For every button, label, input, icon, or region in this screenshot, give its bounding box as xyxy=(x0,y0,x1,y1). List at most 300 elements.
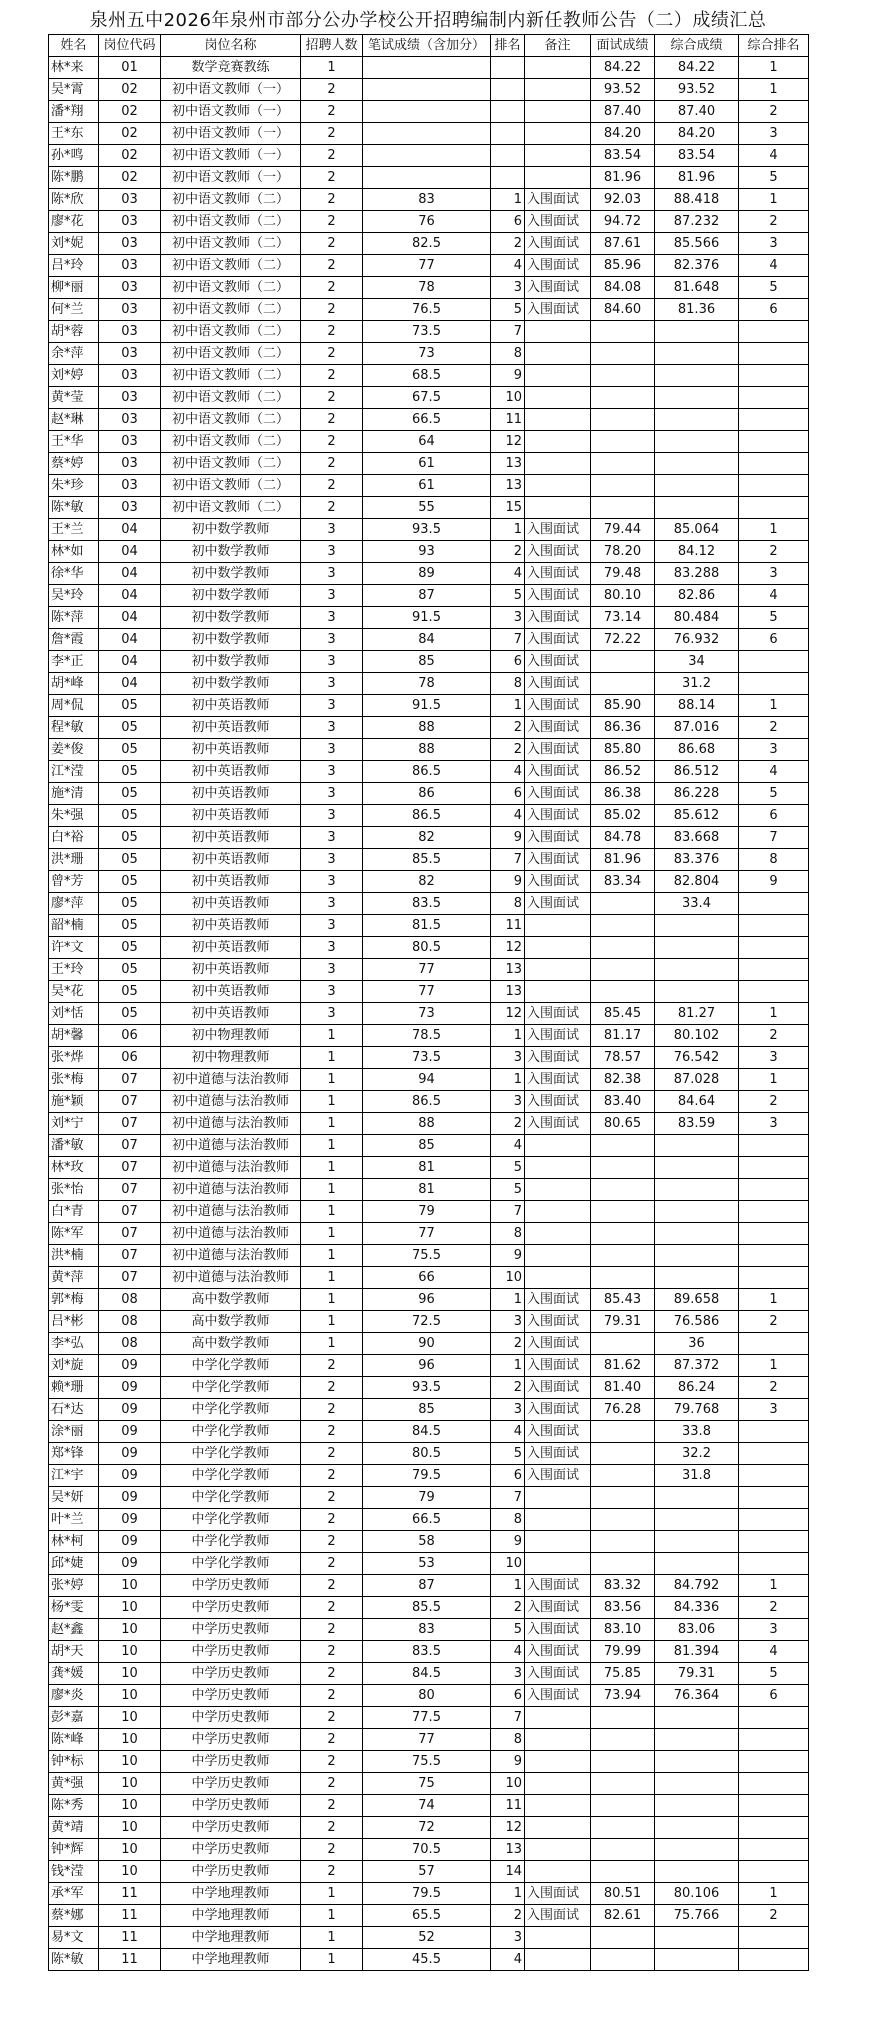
total-score-cell xyxy=(655,1201,739,1223)
position-name-cell: 初中英语教师 xyxy=(161,937,301,959)
recruit-count-cell: 1 xyxy=(301,1267,363,1289)
position-code-cell: 07 xyxy=(99,1223,161,1245)
header-row xyxy=(49,35,809,57)
recruit-count-cell: 1 xyxy=(301,1311,363,1333)
name-cell: 潘*翔 xyxy=(49,101,99,123)
rank-cell: 1 xyxy=(491,1069,525,1091)
rank-cell: 9 xyxy=(491,1751,525,1773)
rank-cell: 8 xyxy=(491,1509,525,1531)
score-table xyxy=(48,34,809,1971)
total-rank-cell: 4 xyxy=(739,255,809,277)
total-rank-cell: 3 xyxy=(739,233,809,255)
rank-cell: 7 xyxy=(491,1201,525,1223)
written-score-cell: 55 xyxy=(363,497,491,519)
rank-cell: 12 xyxy=(491,937,525,959)
total-score-cell: 83.59 xyxy=(655,1113,739,1135)
recruit-count-cell: 2 xyxy=(301,101,363,123)
written-score-cell: 66.5 xyxy=(363,1509,491,1531)
total-score-cell xyxy=(655,453,739,475)
total-rank-cell: 1 xyxy=(739,519,809,541)
table-body xyxy=(49,57,809,1971)
total-rank-cell xyxy=(739,1157,809,1179)
remark-cell xyxy=(525,365,591,387)
position-code-cell: 03 xyxy=(99,255,161,277)
position-code-cell: 11 xyxy=(99,1927,161,1949)
rank-cell: 1 xyxy=(491,1289,525,1311)
total-score-cell: 84.12 xyxy=(655,541,739,563)
remark-cell xyxy=(525,431,591,453)
remark-cell: 入围面试 xyxy=(525,871,591,893)
remark-cell xyxy=(525,1553,591,1575)
position-name-cell: 初中语文教师（二） xyxy=(161,387,301,409)
remark-cell: 入围面试 xyxy=(525,1069,591,1091)
recruit-count-cell: 2 xyxy=(301,79,363,101)
interview-score-cell xyxy=(591,1179,655,1201)
position-code-cell: 07 xyxy=(99,1267,161,1289)
header-total-score: 综合成绩 xyxy=(655,35,739,57)
name-cell: 赵*鑫 xyxy=(49,1619,99,1641)
written-score-cell: 77 xyxy=(363,1729,491,1751)
position-code-cell: 03 xyxy=(99,431,161,453)
total-score-cell: 83.668 xyxy=(655,827,739,849)
total-rank-cell: 1 xyxy=(739,1883,809,1905)
name-cell: 赵*琳 xyxy=(49,409,99,431)
rank-cell: 1 xyxy=(491,1025,525,1047)
recruit-count-cell: 2 xyxy=(301,1773,363,1795)
total-score-cell: 81.648 xyxy=(655,277,739,299)
position-name-cell: 初中数学教师 xyxy=(161,563,301,585)
remark-cell: 入围面试 xyxy=(525,585,591,607)
table-row xyxy=(49,145,809,167)
total-score-cell xyxy=(655,1949,739,1971)
total-score-cell: 34 xyxy=(655,651,739,673)
total-score-cell: 76.364 xyxy=(655,1685,739,1707)
total-rank-cell xyxy=(739,1817,809,1839)
header-remark: 备注 xyxy=(525,35,591,57)
recruit-count-cell: 2 xyxy=(301,277,363,299)
remark-cell xyxy=(525,1179,591,1201)
recruit-count-cell: 2 xyxy=(301,255,363,277)
recruit-count-cell: 2 xyxy=(301,1795,363,1817)
total-rank-cell: 6 xyxy=(739,1685,809,1707)
total-score-cell: 84.792 xyxy=(655,1575,739,1597)
rank-cell: 3 xyxy=(491,1927,525,1949)
total-score-cell: 76.932 xyxy=(655,629,739,651)
total-rank-cell: 3 xyxy=(739,563,809,585)
rank-cell: 7 xyxy=(491,321,525,343)
name-cell: 施*清 xyxy=(49,783,99,805)
table-row xyxy=(49,1707,809,1729)
remark-cell: 入围面试 xyxy=(525,541,591,563)
total-rank-cell xyxy=(739,321,809,343)
table-row xyxy=(49,343,809,365)
position-name-cell: 高中数学教师 xyxy=(161,1289,301,1311)
position-code-cell: 08 xyxy=(99,1333,161,1355)
position-name-cell: 中学历史教师 xyxy=(161,1839,301,1861)
remark-cell xyxy=(525,1245,591,1267)
name-cell: 王*华 xyxy=(49,431,99,453)
total-score-cell: 75.766 xyxy=(655,1905,739,1927)
position-name-cell: 中学地理教师 xyxy=(161,1949,301,1971)
remark-cell: 入围面试 xyxy=(525,1465,591,1487)
written-score-cell: 91.5 xyxy=(363,695,491,717)
total-rank-cell xyxy=(739,475,809,497)
recruit-count-cell: 3 xyxy=(301,563,363,585)
rank-cell: 13 xyxy=(491,1839,525,1861)
total-rank-cell xyxy=(739,937,809,959)
remark-cell: 入围面试 xyxy=(525,211,591,233)
recruit-count-cell: 2 xyxy=(301,167,363,189)
total-rank-cell: 7 xyxy=(739,827,809,849)
remark-cell: 入围面试 xyxy=(525,739,591,761)
written-score-cell: 58 xyxy=(363,1531,491,1553)
position-code-cell: 04 xyxy=(99,563,161,585)
name-cell: 邱*婕 xyxy=(49,1553,99,1575)
remark-cell: 入围面试 xyxy=(525,1047,591,1069)
name-cell: 胡*馨 xyxy=(49,1025,99,1047)
total-rank-cell xyxy=(739,343,809,365)
table-row xyxy=(49,321,809,343)
name-cell: 蔡*娜 xyxy=(49,1905,99,1927)
remark-cell: 入围面试 xyxy=(525,299,591,321)
position-name-cell: 初中语文教师（二） xyxy=(161,409,301,431)
table-row xyxy=(49,79,809,101)
interview-score-cell: 83.54 xyxy=(591,145,655,167)
name-cell: 郭*梅 xyxy=(49,1289,99,1311)
position-name-cell: 初中英语教师 xyxy=(161,783,301,805)
name-cell: 林*如 xyxy=(49,541,99,563)
name-cell: 林*来 xyxy=(49,57,99,79)
interview-score-cell: 76.28 xyxy=(591,1399,655,1421)
name-cell: 朱*强 xyxy=(49,805,99,827)
remark-cell: 入围面试 xyxy=(525,1421,591,1443)
total-rank-cell xyxy=(739,1421,809,1443)
interview-score-cell xyxy=(591,1135,655,1157)
position-name-cell: 初中英语教师 xyxy=(161,915,301,937)
total-rank-cell xyxy=(739,1443,809,1465)
remark-cell: 入围面试 xyxy=(525,1641,591,1663)
table-row xyxy=(49,1641,809,1663)
rank-cell: 1 xyxy=(491,1883,525,1905)
rank-cell: 3 xyxy=(491,1047,525,1069)
recruit-count-cell: 2 xyxy=(301,1443,363,1465)
remark-cell xyxy=(525,145,591,167)
written-score-cell: 61 xyxy=(363,453,491,475)
total-rank-cell: 4 xyxy=(739,145,809,167)
remark-cell: 入围面试 xyxy=(525,827,591,849)
recruit-count-cell: 3 xyxy=(301,893,363,915)
interview-score-cell xyxy=(591,1795,655,1817)
position-name-cell: 初中语文教师（二） xyxy=(161,321,301,343)
rank-cell: 4 xyxy=(491,563,525,585)
name-cell: 王*兰 xyxy=(49,519,99,541)
rank-cell: 12 xyxy=(491,431,525,453)
rank-cell: 2 xyxy=(491,1333,525,1355)
recruit-count-cell: 2 xyxy=(301,365,363,387)
remark-cell: 入围面试 xyxy=(525,1311,591,1333)
rank-cell: 8 xyxy=(491,673,525,695)
interview-score-cell xyxy=(591,409,655,431)
position-code-cell: 10 xyxy=(99,1707,161,1729)
written-score-cell: 94 xyxy=(363,1069,491,1091)
table-row xyxy=(49,695,809,717)
position-name-cell: 中学历史教师 xyxy=(161,1751,301,1773)
written-score-cell: 83.5 xyxy=(363,1641,491,1663)
remark-cell: 入围面试 xyxy=(525,673,591,695)
name-cell: 钟*辉 xyxy=(49,1839,99,1861)
name-cell: 胡*蓉 xyxy=(49,321,99,343)
recruit-count-cell: 2 xyxy=(301,1399,363,1421)
name-cell: 潘*敏 xyxy=(49,1135,99,1157)
total-score-cell: 83.376 xyxy=(655,849,739,871)
interview-score-cell xyxy=(591,321,655,343)
total-rank-cell: 3 xyxy=(739,1113,809,1135)
interview-score-cell xyxy=(591,937,655,959)
position-name-cell: 中学历史教师 xyxy=(161,1707,301,1729)
table-row xyxy=(49,1333,809,1355)
total-rank-cell: 1 xyxy=(739,695,809,717)
written-score-cell: 70.5 xyxy=(363,1839,491,1861)
total-score-cell: 33.8 xyxy=(655,1421,739,1443)
name-cell: 陈*秀 xyxy=(49,1795,99,1817)
table-row xyxy=(49,783,809,805)
name-cell: 洪*珊 xyxy=(49,849,99,871)
position-name-cell: 中学化学教师 xyxy=(161,1377,301,1399)
total-score-cell: 86.512 xyxy=(655,761,739,783)
interview-score-cell: 81.40 xyxy=(591,1377,655,1399)
interview-score-cell xyxy=(591,1157,655,1179)
position-code-cell: 09 xyxy=(99,1531,161,1553)
written-score-cell xyxy=(363,79,491,101)
recruit-count-cell: 1 xyxy=(301,1135,363,1157)
position-code-cell: 07 xyxy=(99,1069,161,1091)
interview-score-cell: 83.40 xyxy=(591,1091,655,1113)
total-score-cell: 85.566 xyxy=(655,233,739,255)
total-score-cell: 85.612 xyxy=(655,805,739,827)
position-code-cell: 09 xyxy=(99,1399,161,1421)
table-row xyxy=(49,1663,809,1685)
remark-cell xyxy=(525,167,591,189)
total-score-cell xyxy=(655,1773,739,1795)
position-name-cell: 初中道德与法治教师 xyxy=(161,1223,301,1245)
total-score-cell: 82.804 xyxy=(655,871,739,893)
recruit-count-cell: 2 xyxy=(301,1641,363,1663)
position-code-cell: 05 xyxy=(99,871,161,893)
rank-cell: 1 xyxy=(491,1575,525,1597)
position-code-cell: 04 xyxy=(99,651,161,673)
name-cell: 陈*鹏 xyxy=(49,167,99,189)
rank-cell: 2 xyxy=(491,1377,525,1399)
position-code-cell: 05 xyxy=(99,893,161,915)
recruit-count-cell: 1 xyxy=(301,1091,363,1113)
table-row xyxy=(49,717,809,739)
table-row xyxy=(49,629,809,651)
total-score-cell xyxy=(655,409,739,431)
total-rank-cell: 2 xyxy=(739,1025,809,1047)
remark-cell xyxy=(525,1949,591,1971)
recruit-count-cell: 1 xyxy=(301,1333,363,1355)
recruit-count-cell: 2 xyxy=(301,123,363,145)
written-score-cell: 87 xyxy=(363,1575,491,1597)
table-row xyxy=(49,1795,809,1817)
name-cell: 石*达 xyxy=(49,1399,99,1421)
header-written-score: 笔试成绩（含加分） xyxy=(363,35,491,57)
table-row xyxy=(49,1817,809,1839)
written-score-cell: 79.5 xyxy=(363,1883,491,1905)
written-score-cell: 73.5 xyxy=(363,1047,491,1069)
position-name-cell: 初中数学教师 xyxy=(161,541,301,563)
position-name-cell: 初中语文教师（一） xyxy=(161,79,301,101)
table-row xyxy=(49,255,809,277)
name-cell: 黄*萍 xyxy=(49,1267,99,1289)
position-name-cell: 中学历史教师 xyxy=(161,1773,301,1795)
recruit-count-cell: 2 xyxy=(301,1465,363,1487)
name-cell: 吴*花 xyxy=(49,981,99,1003)
interview-score-cell xyxy=(591,1553,655,1575)
table-row xyxy=(49,1003,809,1025)
interview-score-cell xyxy=(591,1487,655,1509)
recruit-count-cell: 3 xyxy=(301,849,363,871)
table-row xyxy=(49,1355,809,1377)
interview-score-cell xyxy=(591,431,655,453)
total-rank-cell xyxy=(739,1707,809,1729)
position-code-cell: 03 xyxy=(99,343,161,365)
remark-cell xyxy=(525,1707,591,1729)
recruit-count-cell: 2 xyxy=(301,1421,363,1443)
written-score-cell: 83 xyxy=(363,1619,491,1641)
written-score-cell xyxy=(363,57,491,79)
written-score-cell: 73.5 xyxy=(363,321,491,343)
remark-cell xyxy=(525,321,591,343)
table-row xyxy=(49,1597,809,1619)
table-row xyxy=(49,1531,809,1553)
total-score-cell xyxy=(655,431,739,453)
rank-cell: 6 xyxy=(491,783,525,805)
interview-score-cell: 85.02 xyxy=(591,805,655,827)
name-cell: 詹*霞 xyxy=(49,629,99,651)
position-name-cell: 初中语文教师（二） xyxy=(161,211,301,233)
total-rank-cell: 1 xyxy=(739,1289,809,1311)
position-name-cell: 中学历史教师 xyxy=(161,1685,301,1707)
rank-cell: 4 xyxy=(491,255,525,277)
position-name-cell: 初中语文教师（一） xyxy=(161,145,301,167)
interview-score-cell xyxy=(591,981,655,1003)
position-name-cell: 中学历史教师 xyxy=(161,1575,301,1597)
position-code-cell: 10 xyxy=(99,1795,161,1817)
interview-score-cell: 86.38 xyxy=(591,783,655,805)
recruit-count-cell: 1 xyxy=(301,1223,363,1245)
name-cell: 张*梅 xyxy=(49,1069,99,1091)
interview-score-cell: 80.10 xyxy=(591,585,655,607)
total-score-cell xyxy=(655,497,739,519)
recruit-count-cell: 1 xyxy=(301,1905,363,1927)
position-code-cell: 10 xyxy=(99,1619,161,1641)
total-rank-cell xyxy=(739,1751,809,1773)
total-rank-cell: 2 xyxy=(739,717,809,739)
remark-cell xyxy=(525,1839,591,1861)
name-cell: 陈*欣 xyxy=(49,189,99,211)
position-code-cell: 10 xyxy=(99,1575,161,1597)
rank-cell: 2 xyxy=(491,717,525,739)
remark-cell: 入围面试 xyxy=(525,1575,591,1597)
position-name-cell: 初中数学教师 xyxy=(161,607,301,629)
total-score-cell: 32.2 xyxy=(655,1443,739,1465)
total-score-cell: 84.336 xyxy=(655,1597,739,1619)
table-row xyxy=(49,1421,809,1443)
total-score-cell: 87.016 xyxy=(655,717,739,739)
total-score-cell xyxy=(655,343,739,365)
interview-score-cell xyxy=(591,475,655,497)
remark-cell: 入围面试 xyxy=(525,563,591,585)
position-name-cell: 初中道德与法治教师 xyxy=(161,1245,301,1267)
recruit-count-cell: 3 xyxy=(301,739,363,761)
remark-cell xyxy=(525,1135,591,1157)
total-rank-cell: 1 xyxy=(739,189,809,211)
position-code-cell: 05 xyxy=(99,717,161,739)
position-name-cell: 中学历史教师 xyxy=(161,1663,301,1685)
interview-score-cell xyxy=(591,387,655,409)
interview-score-cell: 84.20 xyxy=(591,123,655,145)
name-cell: 孙*鸣 xyxy=(49,145,99,167)
total-rank-cell xyxy=(739,1487,809,1509)
position-code-cell: 10 xyxy=(99,1861,161,1883)
written-score-cell: 85 xyxy=(363,1135,491,1157)
remark-cell: 入围面试 xyxy=(525,1289,591,1311)
rank-cell: 11 xyxy=(491,1795,525,1817)
name-cell: 黄*靖 xyxy=(49,1817,99,1839)
position-code-cell: 04 xyxy=(99,541,161,563)
interview-score-cell xyxy=(591,959,655,981)
remark-cell xyxy=(525,959,591,981)
recruit-count-cell: 3 xyxy=(301,695,363,717)
table-row xyxy=(49,673,809,695)
total-score-cell xyxy=(655,981,739,1003)
table-row xyxy=(49,607,809,629)
table-row xyxy=(49,1575,809,1597)
rank-cell: 4 xyxy=(491,1641,525,1663)
position-code-cell: 10 xyxy=(99,1685,161,1707)
table-row xyxy=(49,915,809,937)
remark-cell xyxy=(525,79,591,101)
name-cell: 吴*霄 xyxy=(49,79,99,101)
written-score-cell: 88 xyxy=(363,717,491,739)
written-score-cell: 83.5 xyxy=(363,893,491,915)
position-code-cell: 10 xyxy=(99,1641,161,1663)
written-score-cell: 66 xyxy=(363,1267,491,1289)
recruit-count-cell: 1 xyxy=(301,57,363,79)
position-code-cell: 05 xyxy=(99,805,161,827)
total-score-cell xyxy=(655,365,739,387)
interview-score-cell: 81.96 xyxy=(591,167,655,189)
recruit-count-cell: 3 xyxy=(301,827,363,849)
remark-cell xyxy=(525,1773,591,1795)
interview-score-cell: 82.61 xyxy=(591,1905,655,1927)
rank-cell: 15 xyxy=(491,497,525,519)
rank-cell: 9 xyxy=(491,871,525,893)
recruit-count-cell: 2 xyxy=(301,1619,363,1641)
table-row xyxy=(49,1619,809,1641)
interview-score-cell xyxy=(591,1927,655,1949)
remark-cell: 入围面试 xyxy=(525,1003,591,1025)
position-code-cell: 02 xyxy=(99,101,161,123)
recruit-count-cell: 3 xyxy=(301,871,363,893)
position-code-cell: 07 xyxy=(99,1135,161,1157)
position-code-cell: 03 xyxy=(99,277,161,299)
header-interview-score: 面试成绩 xyxy=(591,35,655,57)
table-row xyxy=(49,1553,809,1575)
position-code-cell: 04 xyxy=(99,607,161,629)
name-cell: 吴*玲 xyxy=(49,585,99,607)
